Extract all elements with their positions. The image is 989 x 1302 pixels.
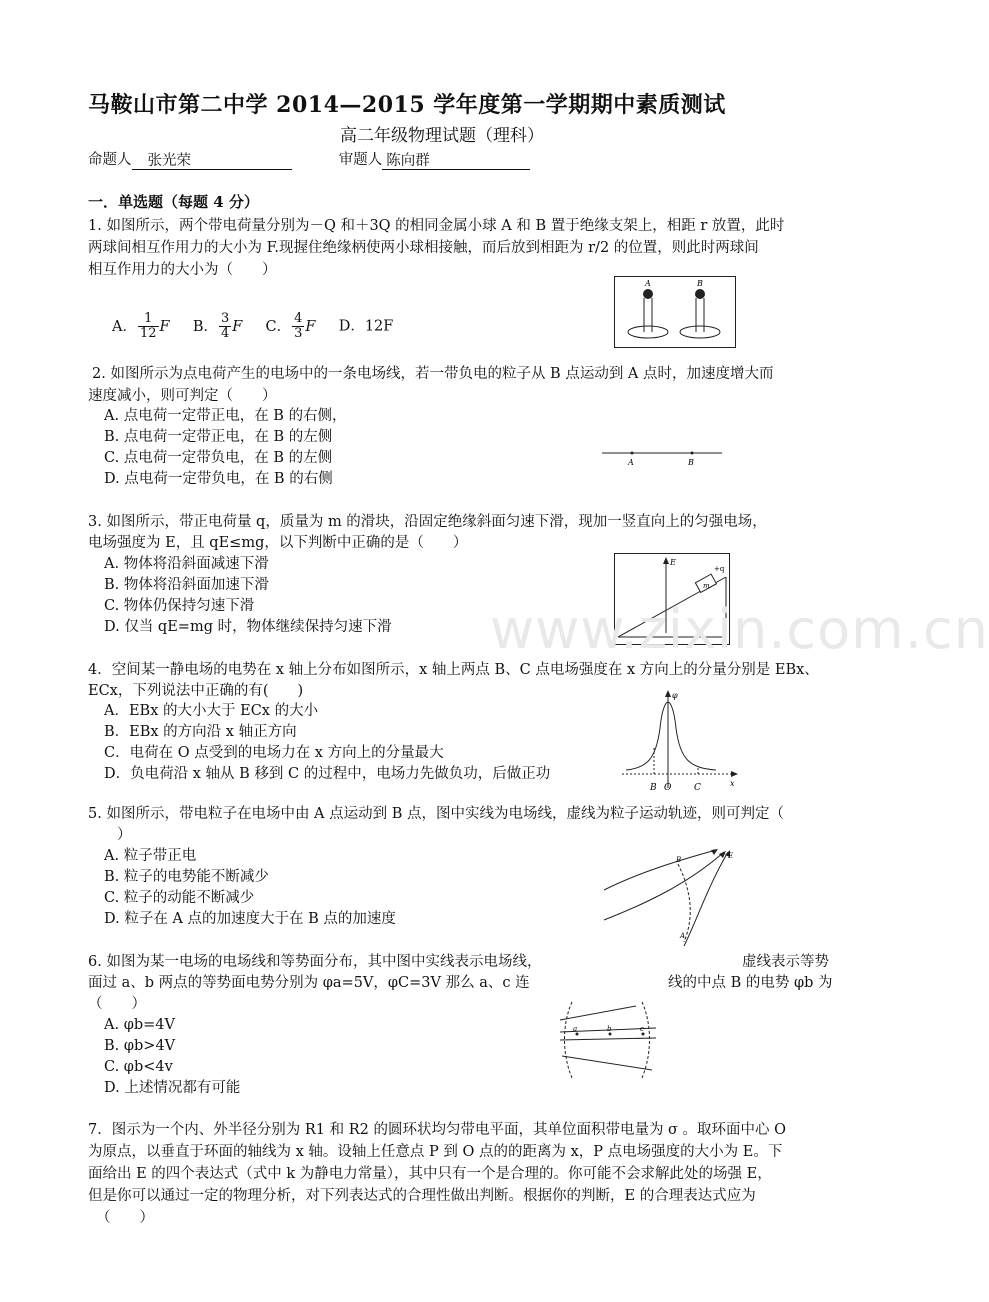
q2-line2: 速度减小，则可判定（ ）	[88, 388, 277, 404]
q4-option-a: A．EBx 的大小大于 ECx 的大小	[104, 703, 319, 719]
q7-line5: （ ）	[96, 1210, 154, 1226]
q2-option-b: B. 点电荷一定带正电，在 B 的左侧	[104, 429, 333, 445]
q5-fig-label-b: B	[676, 856, 682, 864]
q4-fig-label-phi: φ	[672, 691, 678, 700]
q2-fig-label-a: A	[628, 458, 634, 467]
q3-fig-label-m: m	[703, 582, 710, 590]
q6-fig-label-b: b	[607, 1025, 612, 1033]
q3-fig-label-e: E	[670, 558, 676, 567]
q4-fig-label-x: x	[730, 779, 735, 788]
q1-option-a: A． $\frac{1}{12}$ F	[112, 311, 170, 341]
page-subtitle: 高二年级物理试题（理科）	[340, 126, 544, 146]
q5-line1: 5. 如图所示，带电粒子在电场中由 A 点运动到 B 点，图中实线为电场线，虚线为粒子运动轨迹，则可判定（	[88, 806, 785, 822]
q4-option-c: C．电荷在 O 点受到的电场力在 x 方向上的分量最大	[104, 745, 444, 761]
q5-figure	[600, 842, 736, 952]
q1-option-b: B． $\frac{3}{4}$ F	[192, 311, 243, 341]
q3-option-a: A. 物体将沿斜面减速下滑	[104, 556, 269, 572]
q1-option-d: D．12F	[338, 318, 394, 335]
q3-option-c: C. 物体仍保持匀速下滑	[104, 598, 255, 614]
setter-field	[132, 151, 292, 170]
q4-fig-label-o: O	[664, 783, 672, 793]
q6-figure	[556, 998, 664, 1082]
q1-fig-label-b: B	[697, 279, 703, 288]
q4-fig-label-c: C	[694, 783, 701, 793]
page-title: 马鞍山市第二中学 2014—2015 学年度第一学期期中素质测试	[88, 92, 726, 118]
q5-option-b: B. 粒子的电势能不断减少	[104, 869, 269, 885]
q7-line4: 但是你可以通过一定的物理分析，对下列表达式的合理性做出判断。根据你的判断，E 的合理表达式应为	[88, 1188, 756, 1204]
q6-fig-label-c: c	[640, 1025, 644, 1033]
q6-option-d: D. 上述情况都有可能	[104, 1080, 241, 1096]
q7-line1: 7．图示为一个内、外半径分别为 R1 和 R2 的圆环状均匀带电平面，其单位面积带电量为 σ 。取环面中心 O	[88, 1122, 787, 1138]
q5-option-c: C. 粒子的动能不断减少	[104, 890, 255, 906]
q5-fig-label-e: E	[728, 852, 734, 860]
q1-figure	[614, 276, 736, 348]
q4-line1: 4．空间某一静电场的电势在 x 轴上分布如图所示，x 轴上两点 B、C 点电场强度在 x 方向上的分量分别是 EBx、	[88, 662, 819, 678]
q5-line2: ）	[88, 827, 132, 843]
q1-options	[112, 312, 393, 341]
q6-line1a: 6. 如图为某一电场的电场线和等势面分布，其中图中实线表示电场线，	[88, 954, 542, 970]
q4-line2: ECx，下列说法中正确的有( )	[88, 683, 304, 699]
q5-option-d: D. 粒子在 A 点的加速度大于在 B 点的加速度	[104, 911, 396, 927]
q1-line3: 相互作用力的大小为（ ）	[88, 262, 277, 278]
q3-line1: 3. 如图所示，带正电荷量 q，质量为 m 的滑块，沿固定绝缘斜面匀速下滑，现加一竖直向上的匀强电场，	[88, 514, 767, 530]
q6-fig-label-a: a	[573, 1025, 578, 1033]
reviewer-label: 审题人	[338, 152, 383, 168]
q7-line2: 为原点，以垂直于环面的轴线为 x 轴。设轴上任意点 P 到 O 点的的距离为 x，P 点电场强度的大小为 E。下	[88, 1144, 783, 1160]
q3-option-d: D. 仅当 qE=mg 时，物体继续保持匀速下滑	[104, 619, 392, 635]
q4-option-b: B．EBx 的方向沿 x 轴正方向	[104, 724, 297, 740]
q7-line3: 面给出 E 的四个表达式（式中 k 为静电力常量），其中只有一个是合理的。你可能不会求解此处的场强 E，	[88, 1166, 772, 1182]
q1-option-c: C． $\frac{4}{3}$ F	[265, 311, 316, 341]
q1-fig-label-a: A	[645, 279, 651, 288]
q2-option-a: A. 点电荷一定带正电，在 B 的右侧，	[104, 408, 347, 424]
q4-figure	[620, 688, 740, 794]
q6-option-b: B. φb>4V	[104, 1038, 176, 1054]
q2-fig-label-b: B	[688, 458, 694, 467]
q2-line1: 2. 如图所示为点电荷产生的电场中的一条电场线，若一带负电的粒子从 B 点运动到 A 点时，加速度增大而	[92, 366, 774, 382]
author-line	[88, 150, 530, 170]
q1-line2: 两球间相互作用力的大小为 F.现握住绝缘柄使两小球相接触，而后放到相距为 r/2 的位置，则此时两球间	[88, 240, 759, 256]
q6-option-c: C. φb<4v	[104, 1059, 173, 1075]
reviewer-field	[382, 151, 530, 170]
q5-option-a: A. 粒子带正电	[104, 848, 197, 864]
setter-label: 命题人	[88, 152, 132, 168]
q6-line1b: 虚线表示等势	[742, 954, 829, 970]
section-heading: 一．单选题（每题 4 分）	[88, 193, 259, 211]
q6-option-a: A. φb=4V	[104, 1017, 175, 1033]
setter-name: 张光荣	[147, 153, 191, 169]
q6-line3: （ ）	[88, 996, 146, 1012]
q2-option-c: C. 点电荷一定带负电，在 B 的左侧	[104, 450, 333, 466]
q3-line2: 电场强度为 E，且 qE≤mg，以下判断中正确的是（ ）	[88, 535, 468, 551]
watermark: www.zixin.com.cn	[490, 598, 989, 661]
q6-line2a: 面过 a、b 两点的等势面电势分别为 φa=5V，φC=3V 那么 a、c 连	[88, 975, 530, 991]
q3-fig-label-q: +q	[714, 565, 725, 573]
q3-option-b: B. 物体将沿斜面加速下滑	[104, 577, 269, 593]
q4-option-d: D．负电荷沿 x 轴从 B 移到 C 的过程中，电场力先做负功，后做正功	[104, 766, 551, 782]
q1-line1: 1. 如图所示，两个带电荷量分别为－Q 和＋3Q 的相同金属小球 A 和 B 置于绝缘支架上，相距 r 放置，此时	[88, 218, 785, 234]
q5-fig-label-a: A	[680, 932, 686, 940]
q2-figure	[600, 444, 724, 468]
reviewer-name: 陈向群	[386, 153, 430, 169]
q4-fig-label-b: B	[650, 783, 657, 793]
q6-line2b: 线的中点 B 的电势 φb 为	[668, 975, 833, 991]
q2-option-d: D. 点电荷一定带负电，在 B 的右侧	[104, 471, 333, 487]
